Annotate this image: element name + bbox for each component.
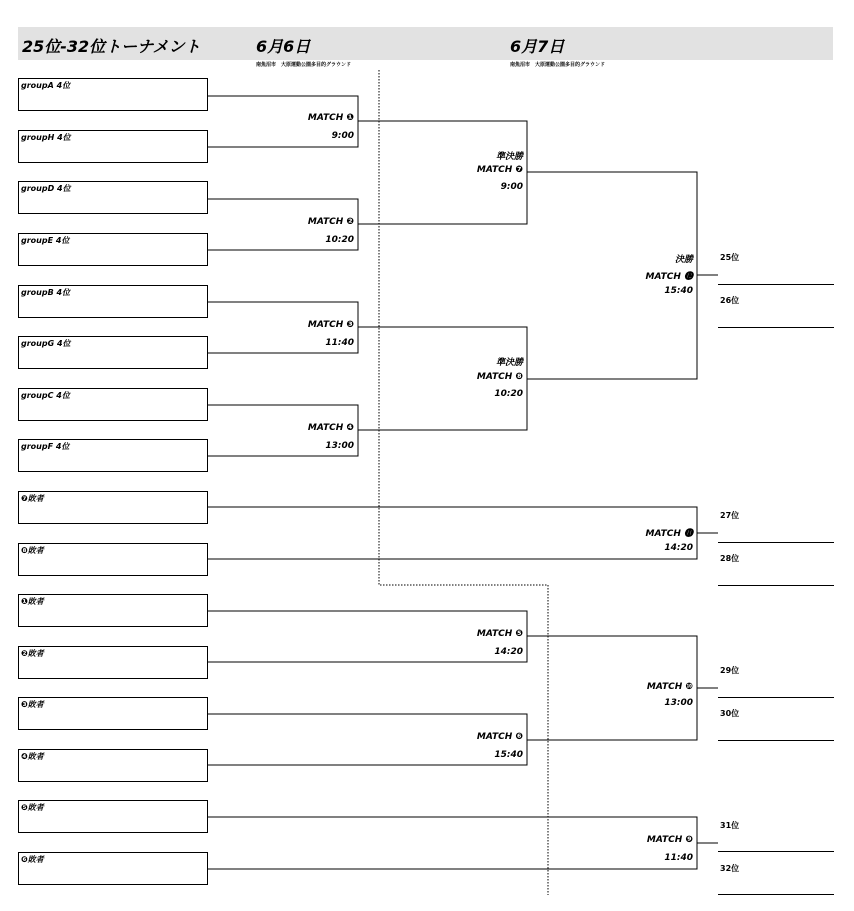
day2-label: 6月7日: [510, 37, 565, 56]
slot-label: groupH 4位: [21, 133, 71, 142]
rank-27: 27位: [720, 511, 740, 520]
slot-label: ❼敗者: [21, 494, 44, 503]
m6-label: MATCH ❻: [476, 732, 523, 742]
rank-32: 32位: [720, 864, 740, 873]
slot-label: ❻敗者: [21, 855, 44, 864]
slot-label: groupB 4位: [21, 288, 71, 297]
m7-round: 準決勝: [495, 152, 523, 162]
m4-time: 13:00: [325, 441, 354, 451]
rank-25: 25位: [720, 253, 740, 262]
day-divider: [379, 70, 548, 895]
rank-30: 30位: [720, 709, 740, 718]
rank-30-line: [718, 740, 834, 741]
slot-label: groupG 4位: [21, 339, 71, 348]
slot-label: ❷敗者: [21, 649, 44, 658]
rank-25-line: [718, 284, 834, 285]
slot-label: ❶敗者: [21, 597, 44, 606]
rank-26: 26位: [720, 296, 740, 305]
m7-label: MATCH ❼: [476, 165, 523, 175]
m12-time: 15:40: [664, 286, 693, 296]
m11-time: 14:20: [664, 543, 693, 553]
rank-26-line: [718, 327, 834, 328]
m4-label: MATCH ❹: [307, 423, 354, 433]
slot-label: ❸敗者: [21, 700, 44, 709]
rank-29-line: [718, 697, 834, 698]
rank-31-line: [718, 851, 834, 852]
m5-label: MATCH ❺: [476, 629, 523, 639]
venue1-label: 南魚沼市 大原運動公園多目的グラウンド: [256, 62, 352, 68]
m2-label: MATCH ❷: [307, 217, 354, 227]
m8-time: 10:20: [494, 389, 523, 399]
slot-label: groupE 4位: [21, 236, 70, 245]
m12-label: MATCH ⓬: [645, 272, 693, 282]
rank-28-line: [718, 585, 834, 586]
m8-label: MATCH ❽: [476, 372, 523, 382]
m6-time: 15:40: [494, 750, 523, 760]
m9-connector: [208, 817, 697, 869]
slot-label: groupF 4位: [21, 442, 70, 451]
m7-time: 9:00: [500, 182, 523, 192]
slot-label: groupD 4位: [21, 184, 71, 193]
m1-label: MATCH ❶: [307, 113, 354, 123]
slot-label: ❺敗者: [21, 803, 44, 812]
venue2-label: 南魚沼市 大原運動公園多目的グラウンド: [510, 62, 606, 68]
page-title: 25位-32位トーナメント: [22, 37, 201, 56]
m3-time: 11:40: [325, 338, 354, 348]
m8-round: 準決勝: [495, 358, 523, 368]
slot-label: ❽敗者: [21, 546, 44, 555]
rank-32-line: [718, 894, 834, 895]
m10-label: MATCH ❿: [646, 682, 693, 692]
m1-time: 9:00: [331, 131, 354, 141]
m9-time: 11:40: [664, 853, 693, 863]
slot-label: groupA 4位: [21, 81, 71, 90]
slot-label: ❹敗者: [21, 752, 44, 761]
m3-label: MATCH ❸: [307, 320, 354, 330]
m11-label: MATCH ⓫: [645, 529, 693, 539]
rank-27-line: [718, 542, 834, 543]
m9-label: MATCH ❾: [646, 835, 693, 845]
rank-29: 29位: [720, 666, 740, 675]
slot-label: groupC 4位: [21, 391, 70, 400]
rank-28: 28位: [720, 554, 740, 563]
m5-time: 14:20: [494, 647, 523, 657]
m10-time: 13:00: [664, 698, 693, 708]
day1-label: 6月6日: [256, 37, 311, 56]
m2-time: 10:20: [325, 235, 354, 245]
m11-connector: [208, 507, 697, 559]
m12-round: 決勝: [674, 255, 693, 265]
rank-31: 31位: [720, 821, 740, 830]
